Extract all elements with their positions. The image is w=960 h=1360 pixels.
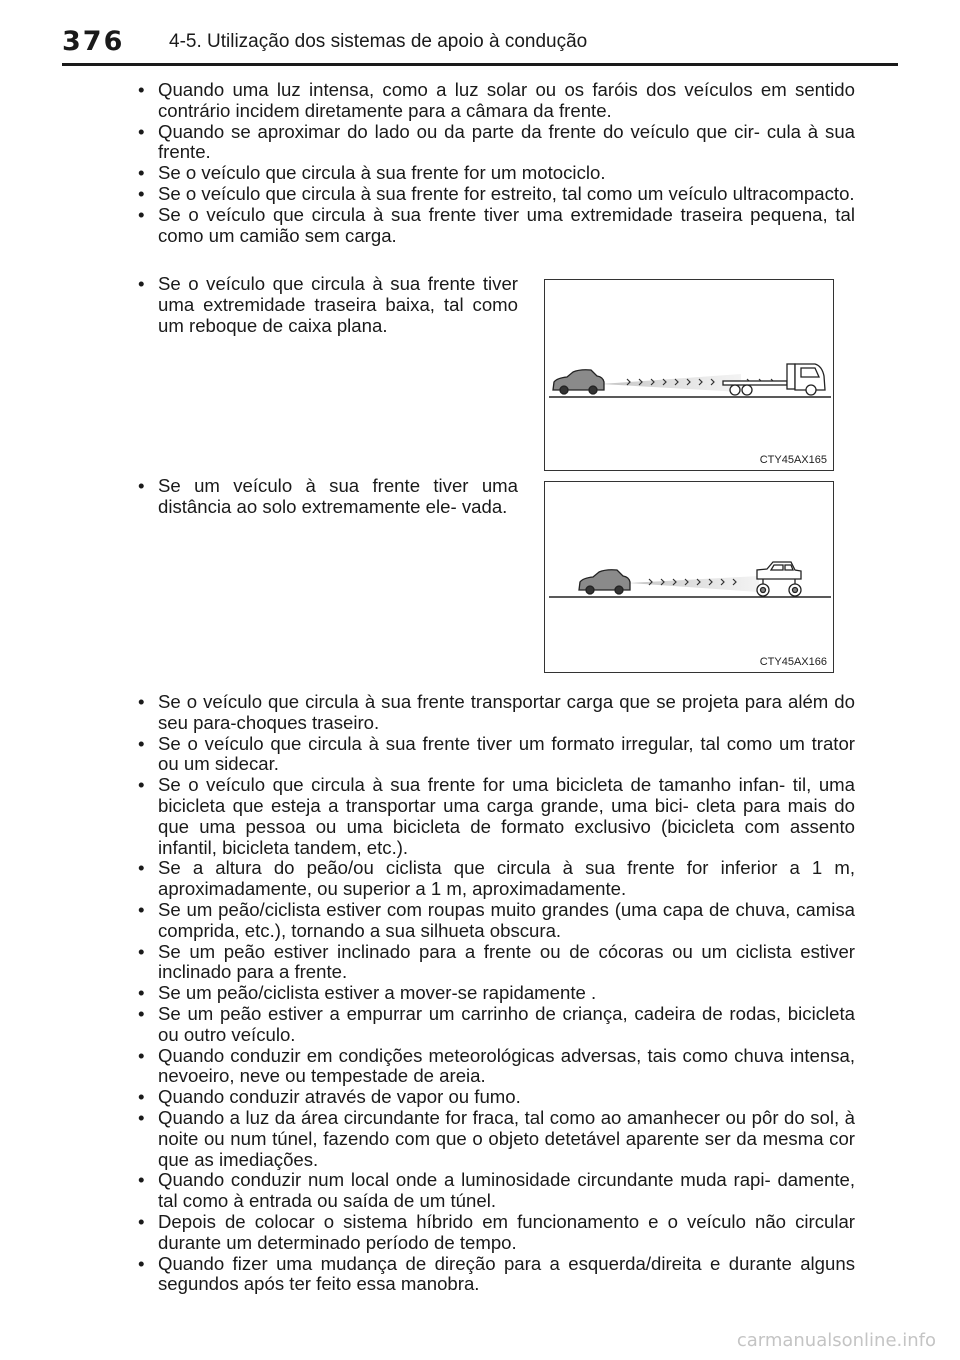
sensor-beam bbox=[601, 374, 741, 392]
bottom-bullet-list bbox=[132, 692, 855, 1295]
figure-code: CTY45AX165 bbox=[759, 454, 827, 466]
list-item: • Quando uma luz intensa, como a luz solar ou os faróis dos veículos em sentido contrário incidem diretamente para a câmara da frente. bbox=[132, 80, 855, 122]
list-item: • Quando conduzir em condições meteorológicas adversas, tais como chuva intensa, nevoeiro, neve ou tempestade de areia. bbox=[132, 1046, 855, 1088]
figure-code: CTY45AX166 bbox=[759, 656, 827, 668]
header-rule bbox=[62, 63, 898, 66]
high-clearance-drawing bbox=[545, 482, 835, 674]
list-item: • Se o veículo que circula à sua frente for uma bicicleta de tamanho infan- til, uma bicicleta que esteja a transportar uma carga grande, uma bici- cleta para mais do que uma pessoa ou uma bicicleta de formato exclusivo (bicicleta com assento infantil, bicicleta tandem, etc.). bbox=[132, 775, 855, 858]
figure-1-caption-list bbox=[132, 274, 518, 336]
high-clearance-vehicle-illustration bbox=[544, 481, 834, 673]
list-item: • Se um peão/ciclista estiver a mover-se rapidamente . bbox=[132, 983, 855, 1004]
list-item: • Quando a luz da área circundante for fraca, tal como ao amanhecer ou pôr do sol, à noite ou num túnel, fazendo com que o objeto detetável aparente ser da mesma cor que as imediações. bbox=[132, 1108, 855, 1170]
watermark: carmanualsonline.info bbox=[736, 1330, 936, 1351]
list-item: • Se um peão estiver inclinado para a frente ou de cócoras ou um ciclista estiver inclinado para a frente. bbox=[132, 942, 855, 984]
list-item: • Se o veículo que circula à sua frente transportar carga que se projeta para além do seu para-choques traseiro. bbox=[132, 692, 855, 734]
own-car-icon bbox=[553, 370, 604, 394]
page-number: 376 bbox=[62, 26, 125, 57]
list-item: • Se um peão estiver a empurrar um carrinho de criança, cadeira de rodas, bicicleta ou outro veículo. bbox=[132, 1004, 855, 1046]
list-item: • Se um peão/ciclista estiver com roupas muito grandes (uma capa de chuva, camisa comprida, etc.), tornando a sua silhueta obscura. bbox=[132, 900, 855, 942]
list-item: • Se o veículo que circula à sua frente tiver uma extremidade traseira pequena, tal como um camião sem carga. bbox=[132, 205, 855, 247]
list-item: • Quando se aproximar do lado ou da parte da frente do veículo que cir- cula à sua frente. bbox=[132, 122, 855, 164]
section-title: 4-5. Utilização dos sistemas de apoio à condução bbox=[169, 31, 588, 52]
own-car-icon bbox=[579, 570, 630, 594]
high-clearance-vehicle-icon bbox=[757, 562, 801, 596]
sensor-beam bbox=[629, 576, 759, 592]
list-item: • Quando conduzir através de vapor ou fumo. bbox=[132, 1087, 855, 1108]
list-item: • Se o veículo que circula à sua frente for um motociclo. bbox=[132, 163, 855, 184]
top-bullet-list bbox=[132, 80, 855, 246]
list-item: • Se um veículo à sua frente tiver uma distância ao solo extremamente ele- vada. bbox=[132, 476, 518, 518]
list-item: • Quando conduzir num local onde a luminosidade circundante muda rapi- damente, tal como à entrada ou saída de um túnel. bbox=[132, 1170, 855, 1212]
flatbed-trailer-drawing bbox=[545, 280, 835, 472]
flatbed-trailer-illustration bbox=[544, 279, 834, 471]
list-item: • Depois de colocar o sistema híbrido em funcionamento e o veículo não circular durante um determinado período de tempo. bbox=[132, 1212, 855, 1254]
list-item: • Se a altura do peão/ou ciclista que circula à sua frente for inferior a 1 m, aproximadamente, ou superior a 1 m, aproximadamente. bbox=[132, 858, 855, 900]
list-item: • Se o veículo que circula à sua frente tiver uma extremidade traseira baixa, tal como um reboque de caixa plana. bbox=[132, 274, 518, 336]
list-item: • Se o veículo que circula à sua frente for estreito, tal como um veículo ultracompacto. bbox=[132, 184, 855, 205]
figure-2-caption-list bbox=[132, 476, 518, 518]
list-item: • Quando fizer uma mudança de direção para a esquerda/direita e durante alguns segundos após ter feito essa manobra. bbox=[132, 1254, 855, 1296]
list-item: • Se o veículo que circula à sua frente tiver um formato irregular, tal como um trator ou um sidecar. bbox=[132, 734, 855, 776]
